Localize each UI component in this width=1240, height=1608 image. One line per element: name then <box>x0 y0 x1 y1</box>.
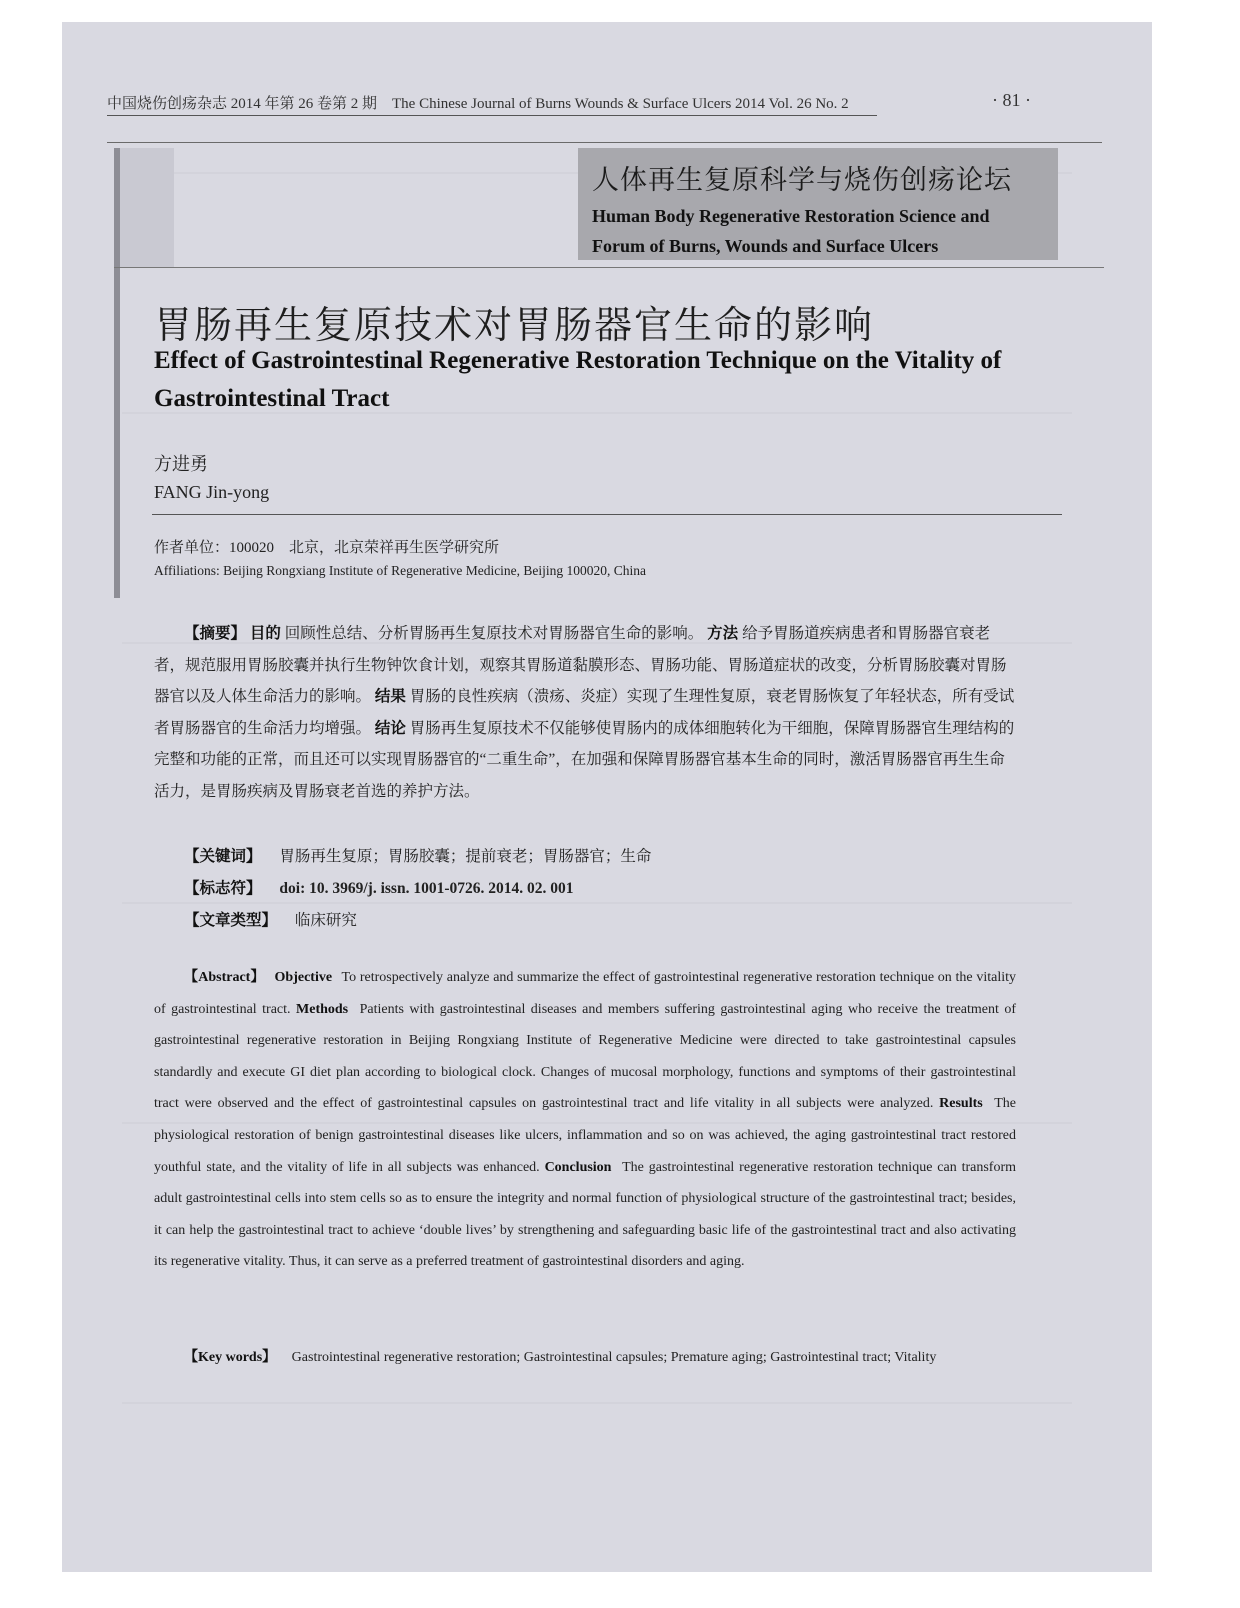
abstract-cn <box>154 618 1016 807</box>
forum-title-cn: 人体再生复原科学与烧伤创疡论坛 <box>592 165 1012 196</box>
methods-label-cn: 方法 <box>707 624 739 642</box>
affiliation-en: Affiliations: Beijing Rongxiang Institute of Regenerative Medicine, Beijing 100020, China <box>154 563 647 578</box>
objective-cn: 回顾性总结、分析胃肠再生复原技术对胃肠器官生命的影响。 <box>284 625 704 642</box>
doi-value: doi: 10. 3969/j. issn. 1001-0726. 2014. 02. 001 <box>279 880 574 897</box>
keywords-value-cn: 胃肠再生复原；胃肠胶囊；提前衰老；胃肠器官；生命 <box>279 848 652 865</box>
results-label-cn: 结果 <box>374 687 406 705</box>
author-rule <box>152 514 1062 515</box>
doi-line <box>184 876 573 898</box>
margin-bar <box>114 148 120 598</box>
conclusion-cn: 胃肠再生复原技术不仅能够使胃肠内的成体细胞转化为干细胞，保障胃肠器官生理结构的完整和功能的正常，而且还可以实现胃肠器官的“二重生命”，在加强和保障胃肠器官基本生命的同时，激活胃肠器官再生生命活力，是胃肠疾病及胃肠衰老首选的养护方法。 <box>154 719 1015 800</box>
keywords-label-cn: 【关键词】 <box>184 847 262 865</box>
keywords-cn <box>184 844 651 866</box>
methods-label-en: Methods <box>296 1001 349 1017</box>
conclusion-label-en: Conclusion <box>544 1159 612 1175</box>
methods-en: Patients with gastrointestinal diseases and members suffering gastrointestinal aging who receive the treatment of gastrointestinal regenerative restoration in Beijing Rongxiang Institute of Regenerative Medicine were directed to take gastrointestinal capsules standardly and execute GI diet plan according to biological clock. Changes of mucosal morphology, functions and symptoms of their gastrointestinal tract were observed and the effect of gastrointestinal capsules on gastrointestinal tract and life vitality in all subjects were analyzed. <box>154 1001 1017 1112</box>
journal-page <box>62 22 1152 1572</box>
results-en: The physiological restoration of benign gastrointestinal diseases like ulcers, inflammation and so on was achieved, the aging gastrointestinal tract restored youthful state, and the vitality of life in all subjects was enhanced. <box>154 1096 1016 1175</box>
forum-title-en-line1: Human Body Regenerative Restoration Science and <box>592 206 990 226</box>
author-en: FANG Jin-yong <box>154 482 270 502</box>
abstract-cn-label: 【摘要】 <box>184 624 247 642</box>
journal-header: 中国烧伤创疡杂志 2014 年第 26 卷第 2 期 The Chinese Journal of Burns Wounds & Surface Ulcers 2014 Vol. 26 No. 2 <box>107 92 877 116</box>
objective-label-cn: 目的 <box>249 624 281 642</box>
article-type-line <box>184 908 357 930</box>
article-type-value: 临床研究 <box>294 912 357 929</box>
conclusion-en: The gastrointestinal regenerative restoration technique can transform adult gastrointestinal cells into stem cells so as to ensure the integrity and normal function of physiological structure of the gastrointestinal tract; besides, it can help the gastrointestinal tract to achieve ‘double lives’ by strengthening and safeguarding basic life of the gastrointestinal tract and also activating its regenerative vitality. Thus, it can serve as a preferred treatment of gastrointestinal disorders and aging. <box>154 1159 1017 1270</box>
header-rule <box>107 142 1102 143</box>
results-label-en: Results <box>939 1096 983 1112</box>
objective-label-en: Objective <box>274 970 333 985</box>
article-title-cn: 胃肠再生复原技术对胃肠器官生命的影响 <box>154 303 875 347</box>
forum-title-en <box>592 201 1058 261</box>
affiliation-cn: 作者单位：100020 北京，北京荣祥再生医学研究所 <box>154 540 500 556</box>
abstract-en-label: 【Abstract】 <box>184 970 265 985</box>
section-rule <box>114 267 1104 268</box>
keywords-en <box>154 1342 1016 1374</box>
conclusion-label-cn: 结论 <box>374 718 406 737</box>
results-cn: 胃肠的良性疾病（溃疡、炎症）实现了生理性复原，衰老胃肠恢复了年轻状态，所有受试者胃肠器官的生命活力均增强。 <box>154 688 1015 737</box>
article-type-label: 【文章类型】 <box>184 911 278 929</box>
forum-title-en-line2: Forum of Burns, Wounds and Surface Ulcers <box>592 236 939 256</box>
doi-label: 【标志符】 <box>184 879 262 897</box>
abstract-en <box>154 962 1016 1278</box>
margin-shade <box>114 148 174 268</box>
keywords-label-en: 【Key words】 <box>184 1350 277 1365</box>
article-title-en: Effect of Gastrointestinal Regenerative Restoration Technique on the Vitality of Gastrointestinal Tract <box>154 347 1002 412</box>
objective-en: To retrospectively analyze and summarize the effect of gastrointestinal regenerative restoration technique on the vitality of gastrointestinal tract. <box>154 970 1016 1017</box>
author-cn: 方进勇 <box>154 454 208 474</box>
forum-banner <box>578 148 1058 260</box>
keywords-value-en: Gastrointestinal regenerative restoration; Gastrointestinal capsules; Premature aging; Gastrointestinal tract; Vitality <box>291 1350 937 1365</box>
page-number: · 81 · <box>992 90 1031 110</box>
methods-cn: 给予胃肠道疾病患者和胃肠器官衰老者，规范服用胃肠胶囊并执行生物钟饮食计划，观察其胃肠道黏膜形态、胃肠功能、胃肠道症状的改变，分析胃肠胶囊对胃肠器官以及人体生命活力的影响。 <box>154 625 1007 705</box>
